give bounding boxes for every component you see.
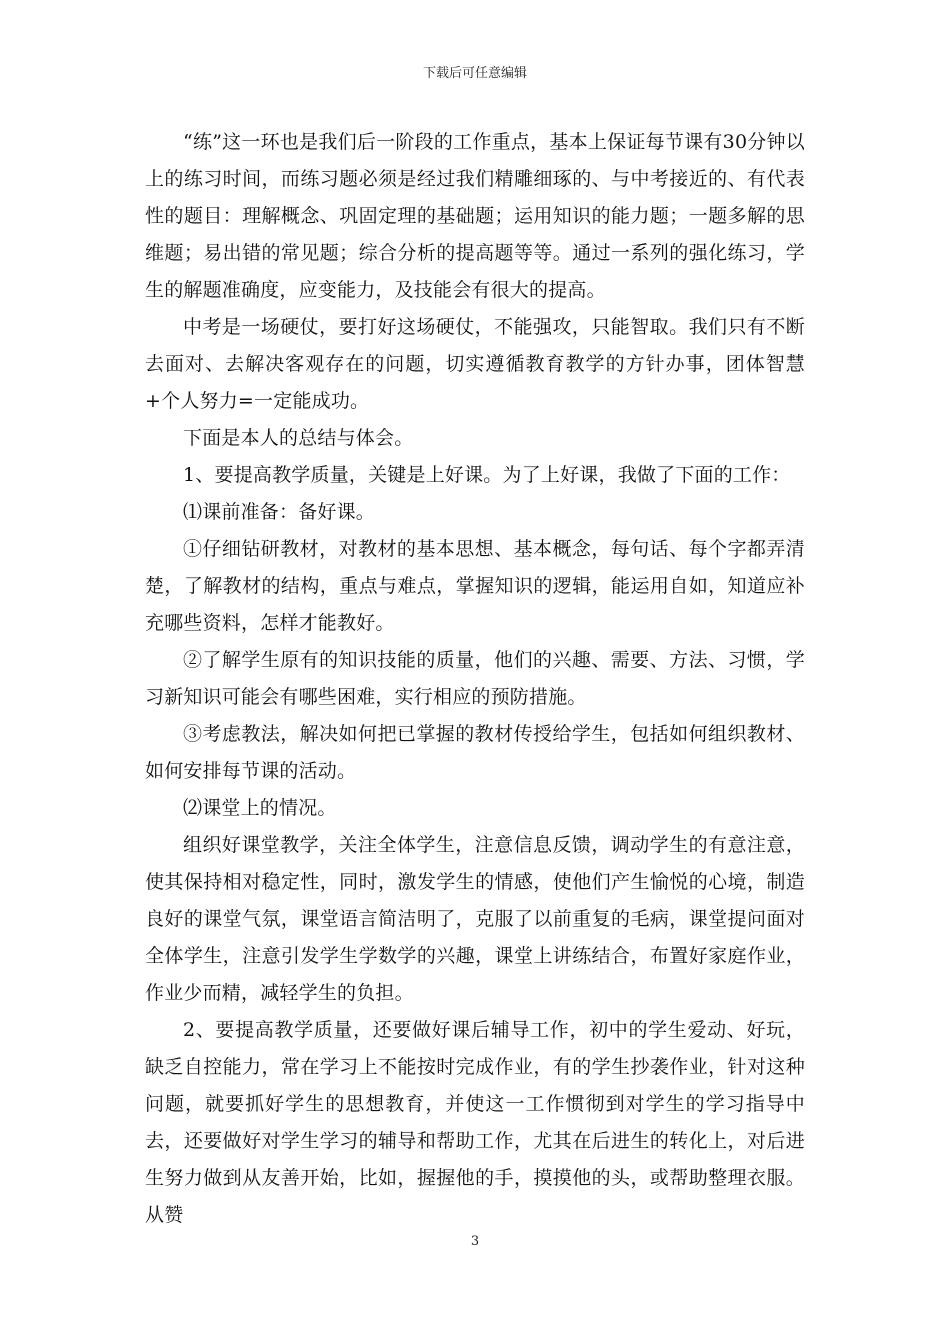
paragraph-point-2: 2、要提高教学质量，还要做好课后辅导工作，初中的学生爱动、好玩，缺乏自控能力，常在学习上不能按时完成作业，有的学生抄袭作业，针对这种问题，就要抓好学生的思想教育，并使这一工作惯彻到对学生的学习指导中去，还要做好对学生学习的辅导和帮助工作，尤其在后进生的转化上，对后进生努力做到从友善开始，比如，握握他的手，摸摸他的头，或帮助整理衣服。从赞 — [145, 1019, 805, 1226]
paragraph-item-3: ③考虑教法，解决如何把已掌握的教材传授给学生，包括如何组织教材、如何安排每节课的活动。 — [145, 723, 805, 782]
document-body — [145, 124, 805, 1234]
paragraph-item-1: ①仔细钻研教材，对教材的基本思想、基本概念，每句话、每个字都弄清楚，了解教材的结构，重点与难点，掌握知识的逻辑，能运用自如，知道应补充哪些资料，怎样才能教好。 — [145, 538, 805, 634]
paragraph-subpoint-1: ⑴课前准备：备好课。 — [183, 501, 376, 523]
paragraph-practice: “练”这一环也是我们后一阶段的工作重点，基本上保证每节课有30分钟以上的练习时间，而练习题必须是经过我们精雕细琢的、与中考接近的、有代表性的题目：理解概念、巩固定理的基础题；运用知识的能力题；一题多解的思维题；易出错的常见题；综合分析的提高题等等。通过一系列的强化练习，学生的解题准确度，应变能力，及技能会有很大的提高。 — [145, 131, 805, 301]
paragraph-summary-intro: 下面是本人的总结与体会。 — [183, 427, 414, 449]
paragraph-exam: 中考是一场硬仗，要打好这场硬仗，不能强攻，只能智取。我们只有不断去面对、去解决客观存在的问题，切实遵循教育教学的方针办事，团体智慧+个人努力=一定能成功。 — [145, 316, 805, 412]
paragraph-subpoint-2: ⑵课堂上的情况。 — [183, 797, 337, 819]
paragraph-classroom: 组织好课堂教学，关注全体学生，注意信息反馈，调动学生的有意注意，使其保持相对稳定性，同时，激发学生的情感，使他们产生愉悦的心境，制造良好的课堂气氛，课堂语言简洁明了，克服了以前重复的毛病，课堂提问面对全体学生，注意引发学生学数学的兴趣，课堂上讲练结合，布置好家庭作业，作业少而精，减轻学生的负担。 — [145, 834, 805, 1004]
paragraph-point-1: 1、要提高教学质量，关键是上好课。为了上好课，我做了下面的工作： — [183, 464, 791, 486]
page-header: 下载后可任意编辑 — [422, 66, 527, 81]
paragraph-item-2: ②了解学生原有的知识技能的质量，他们的兴趣、需要、方法、习惯，学习新知识可能会有哪些困难，实行相应的预防措施。 — [145, 649, 805, 708]
page-number: 3 — [470, 1234, 480, 1249]
